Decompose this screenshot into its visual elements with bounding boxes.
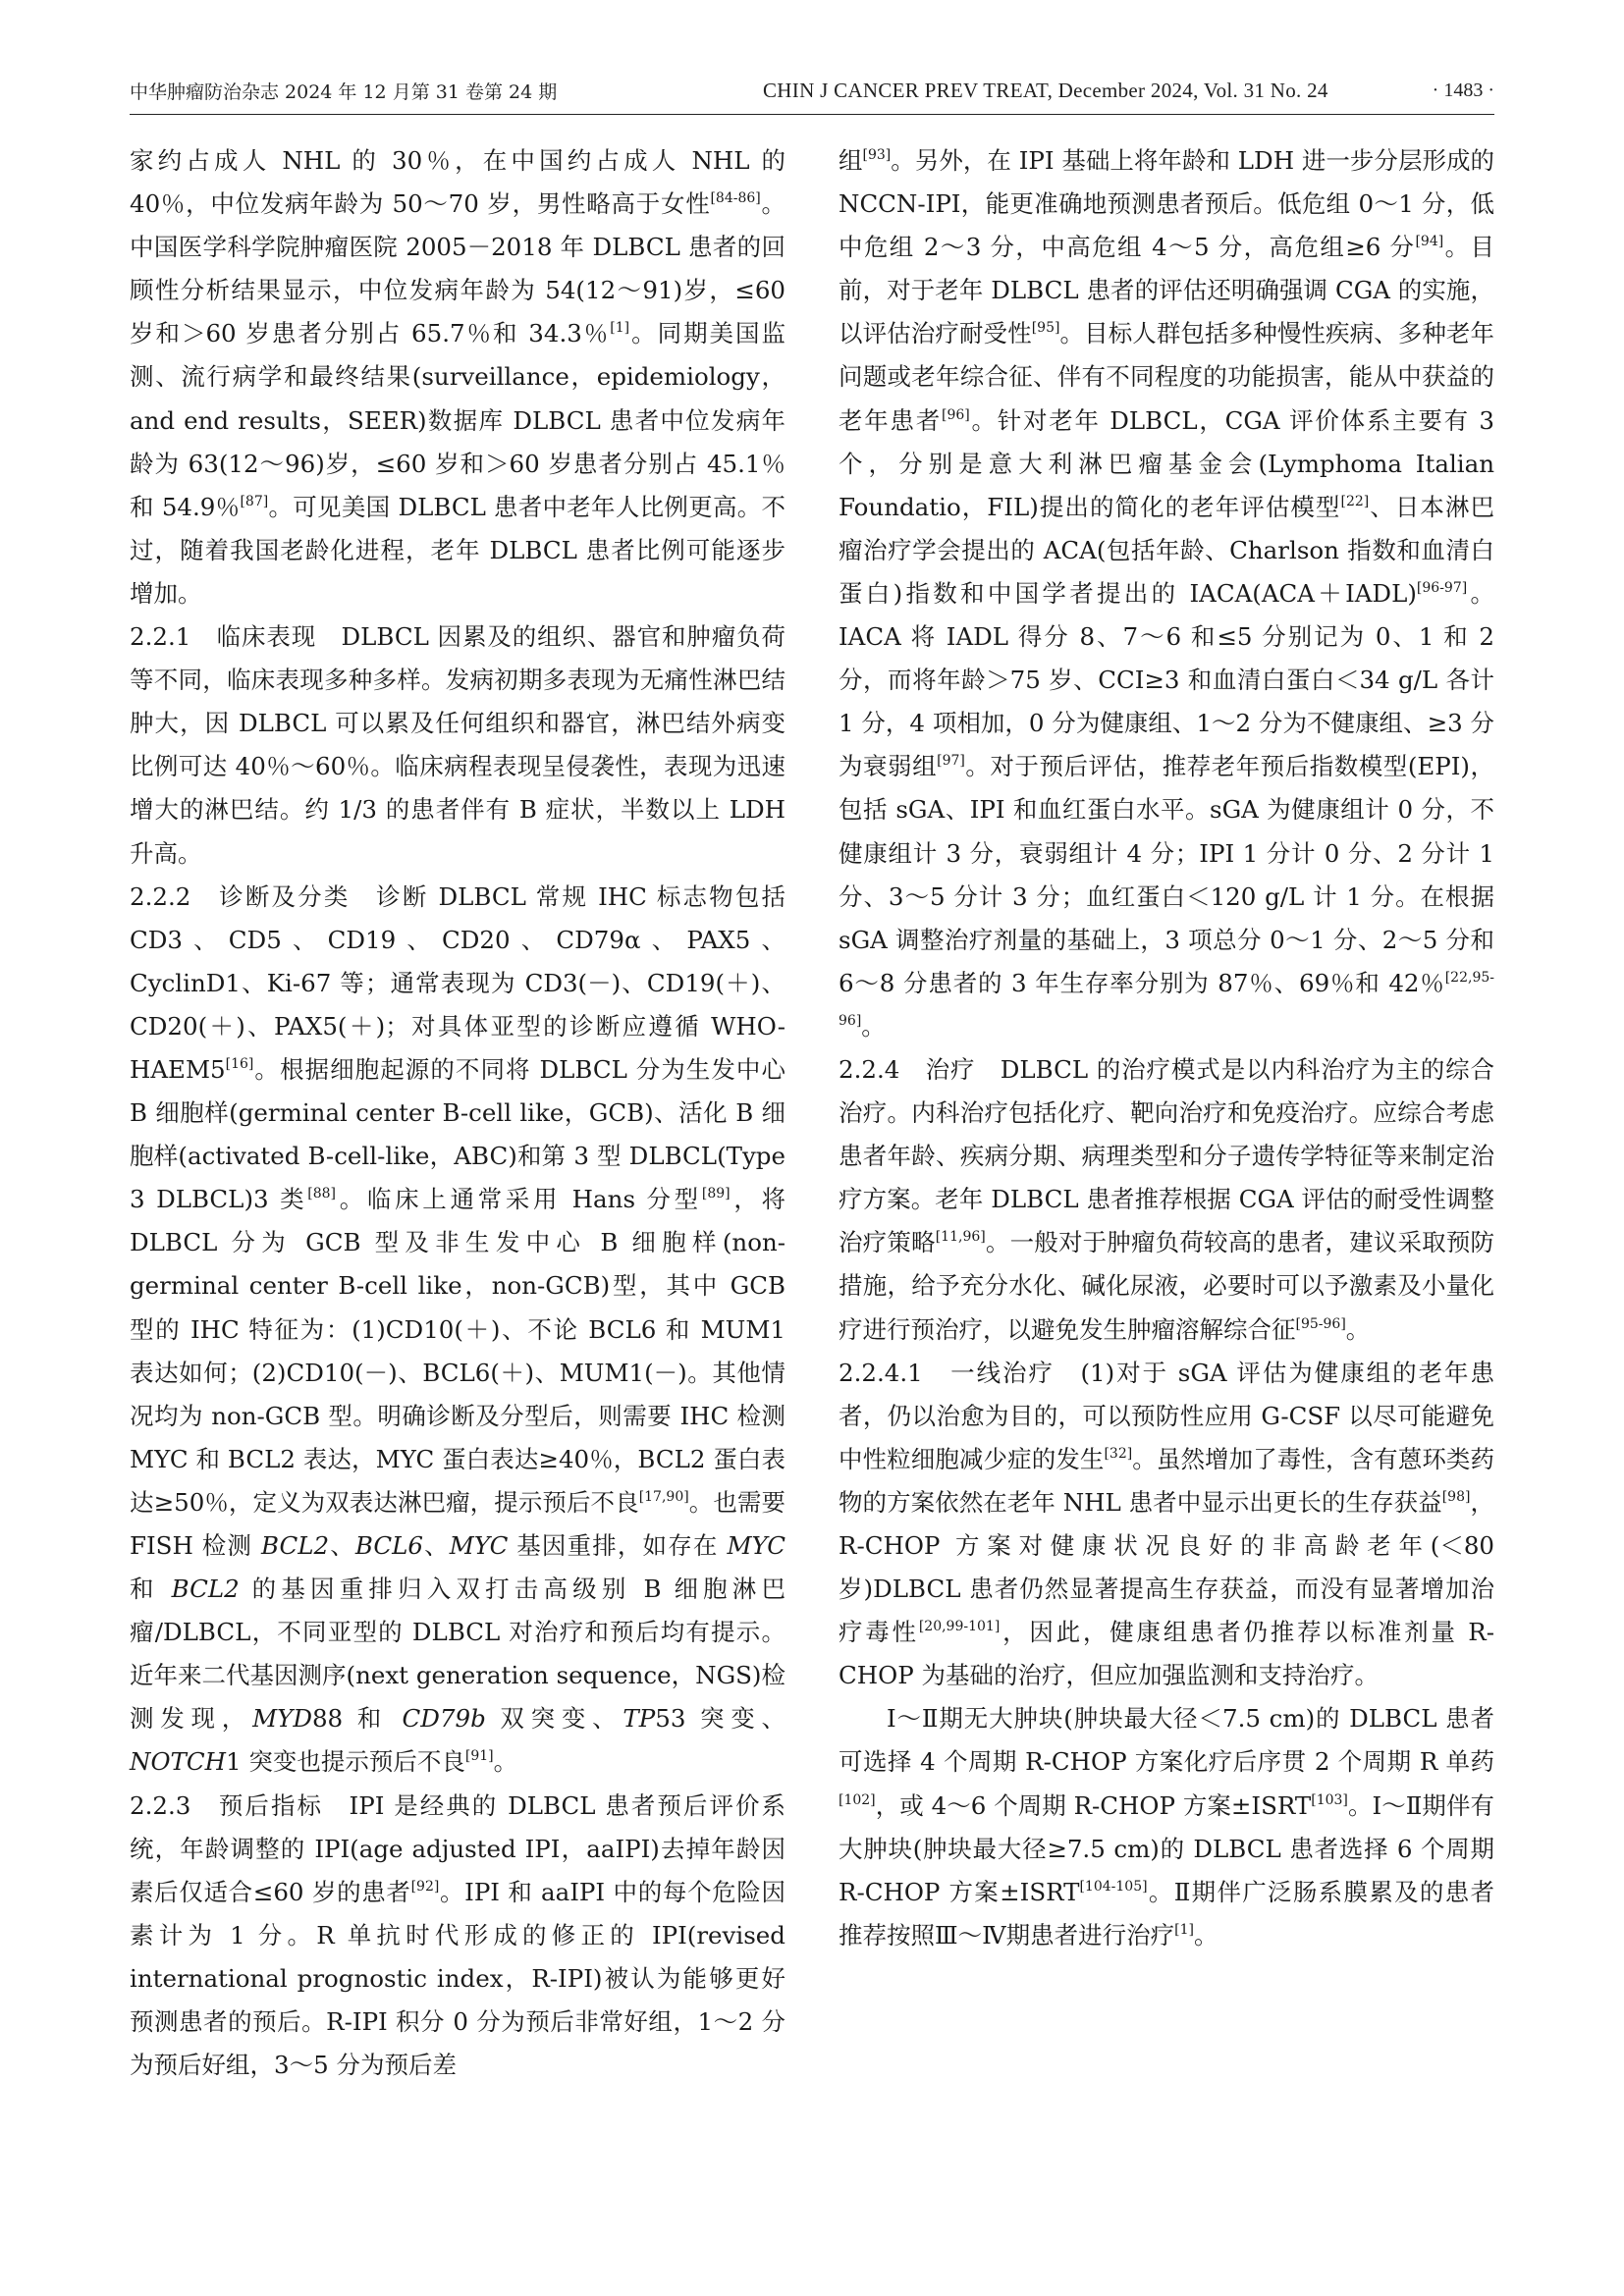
journal-title-en: CHIN J CANCER PREV TREAT, December 2024, Vol. 31 No. 24	[763, 78, 1328, 102]
paragraph-prognosis-continued: 组[93]。另外，在 IPI 基础上将年龄和 LDH 进一步分层形成的 NCCN-IPI，能更准确地预测患者预后。低危组 0～1 分，低中危组 2～3 分，中高危组 4～5 分，高危组≥6 分[94]。目前，对于老年 DLBCL 患者的评估还明确强调 CGA 的实施，以评估治疗耐受性[95]。目标人群包括多种慢性疾病、多种老年问题或老年综合征、伴有不同程度的功能损害，能从中获益的老年患者[96]。针对老年 DLBCL，CGA 评价体系主要有 3 个，分别是意大利淋巴瘤基金会(Lymphoma Italian Foundatio，FIL)提出的简化的老年评估模型[22]、日本淋巴瘤治疗学会提出的 ACA(包括年龄、Charlson 指数和血清白蛋白)指数和中国学者提出的 IACA(ACA＋IADL)[96-97]。IACA 将 IADL 得分 8、7～6 和≤5 分别记为 0、1 和 2 分，而将年龄＞75 岁、CCI≥3 和血清白蛋白＜34 g/L 各计 1 分，4 项相加，0 分为健康组、1～2 分为不健康组、≥3 分为衰弱组[97]。对于预后评估，推荐老年预后指数模型(EPI)，包括 sGA、IPI 和血红蛋白水平。sGA 为健康组计 0 分，不健康组计 3 分，衰弱组计 4 分；IPI 1 分计 0 分、2 分计 1 分、3～5 分计 3 分；血红蛋白＜120 g/L 计 1 分。在根据 sGA 调整治疗剂量的基础上，3 项总分 0～1 分、2～5 分和 6～8 分患者的 3 年生存率分别为 87％、69％和 42％[22,95-96]。	[839, 146, 1495, 1041]
section-2-2-2: 2.2.2 诊断及分类 诊断 DLBCL 常规 IHC 标志物包括 CD3、CD5、CD19、CD20、CD79α、PAX5、CyclinD1、Ki-67 等；通常表现为 CD3(－)、CD19(＋)、CD20(＋)、PAX5(＋)；对具体亚型的诊断应遵循 WHO-HAEM5[16]。根据细胞起源的不同将 DLBCL 分为生发中心 B 细胞样(germinal center B-cell like，GCB)、活化 B 细胞样(activated B-cell-like，ABC)和第 3 型 DLBCL(Type 3 DLBCL)3 类[88]。临床上通常采用 Hans 分型[89]，将 DLBCL 分为 GCB 型及非生发中心 B 细胞样(non-germinal center B-cell like，non-GCB)型，其中 GCB 型的 IHC 特征为：(1)CD10(＋)、不论 BCL6 和 MUM1 表达如何；(2)CD10(－)、BCL6(＋)、MUM1(－)。其他情况均为 non-GCB 型。明确诊断及分型后，则需要 IHC 检测 MYC 和 BCL2 表达，MYC 蛋白表达≥40％，BCL2 蛋白表达≥50％，定义为双表达淋巴瘤，提示预后不良[17,90]。也需要 FISH 检测 BCL2、BCL6、MYC 基因重排，如存在 MYC 和 BCL2 的基因重排归入双打击高级别 B 细胞淋巴瘤/DLBCL，不同亚型的 DLBCL 对治疗和预后均有提示。近年来二代基因测序(next generation sequence，NGS)检测发现，MYD88 和 CD79b 双突变、TP53 突变、NOTCH1 突变也提示预后不良[91]。	[130, 881, 786, 1777]
page-number: · 1483 ·	[1432, 79, 1494, 101]
section-2-2-3: 2.2.3 预后指标 IPI 是经典的 DLBCL 患者预后评价系统，年龄调整的 IPI(age adjusted IPI，aaIPI)去掉年龄因素后仅适合≤60 岁的患者[92]。IPI 和 aaIPI 中的每个危险因素计为 1 分。R 单抗时代形成的修正的 IPI(revised international prognostic index，R-IPI)被认为能够更好预测患者的预后。R-IPI 积分 0 分为预后非常好组，1～2 分为预后好组，3～5 分为预后差	[130, 1790, 785, 2080]
section-heading: 2.2.1 临床表现	[130, 622, 317, 652]
section-2-2-4: 2.2.4 治疗 DLBCL 的治疗模式是以内科治疗为主的综合治疗。内科治疗包括化疗、靶向治疗和免疫治疗。应综合考虑患者年龄、疾病分期、病理类型和分子遗传学特征等来制定治疗方案。老年 DLBCL 患者推荐根据 CGA 评估的耐受性调整治疗策略[11,96]。一般对于肿瘤负荷较高的患者，建议采取预防措施，给予充分水化、碱化尿液，必要时可以予激素及小量化疗进行预治疗，以避免发生肿瘤溶解综合征[95-96]。	[839, 1054, 1494, 1344]
section-heading: 2.2.3 预后指标	[130, 1790, 324, 1820]
header-rule	[130, 114, 1494, 115]
journal-title-cn: 中华肿瘤防治杂志 2024 年 12 月第 31 卷第 24 期	[130, 80, 558, 103]
section-heading: 2.2.4.1 一线治疗	[839, 1358, 1055, 1387]
left-column	[130, 139, 785, 2087]
section-2-2-4-1: 2.2.4.1 一线治疗 (1)对于 sGA 评估为健康组的老年患者，仍以治愈为目的，可以预防性应用 G-CSF 以尽可能避免中性粒细胞减少症的发生[32]。虽然增加了毒性，含有蒽环类药物的方案依然在老年 NHL 患者中显示出更长的生存获益[98]，R-CHOP 方案对健康状况良好的非高龄老年(＜80 岁)DLBCL 患者仍然显著提高生存获益，而没有显著增加治疗毒性[20,99-101]，因此，健康组患者仍推荐以标准剂量 R-CHOP 为基础的治疗，但应加强监测和支持治疗。	[839, 1358, 1495, 1690]
section-heading: 2.2.4 治疗	[839, 1054, 976, 1084]
paragraph-epidemiology: 家约占成人 NHL 的 30％，在中国约占成人 NHL 的 40％，中位发病年龄为 50～70 岁，男性略高于女性[84-86]。中国医学科学院肿瘤医院 2005－2018 年 DLBCL 患者的回顾性分析结果显示，中位发病年龄为 54(12～91)岁，≤60 岁和＞60 岁患者分别占 65.7％和 34.3％[1]。同期美国监测、流行病学和最终结果(surveillance，epidemiology，and end results，SEER)数据库 DLBCL 患者中位发病年龄为 63(12～96)岁，≤60 岁和＞60 岁患者分别占 45.1％和 54.9％[87]。可见美国 DLBCL 患者中老年人比例更高。不过，随着我国老龄化进程，老年 DLBCL 患者比例可能逐步增加。	[130, 146, 786, 608]
section-heading: 2.2.2 诊断及分类	[130, 881, 351, 911]
paragraph-stage-treatment: Ⅰ～Ⅱ期无大肿块(肿块最大径＜7.5 cm)的 DLBCL 患者可选择 4 个周期 R-CHOP 方案化疗后序贯 2 个周期 R 单药[102]，或 4～6 个周期 R-CHOP 方案±ISRT[103]。Ⅰ～Ⅱ期伴有大肿块(肿块最大径≥7.5 cm)的 DLBCL 患者选择 6 个周期 R-CHOP 方案±ISRT[104-105]。Ⅱ期伴广泛肠系膜累及的患者推荐按照Ⅲ～Ⅳ期患者进行治疗[1]。	[839, 1704, 1495, 1949]
section-2-2-1: 2.2.1 临床表现 DLBCL 因累及的组织、器官和肿瘤负荷等不同，临床表现多种多样。发病初期多表现为无痛性淋巴结肿大，因 DLBCL 可以累及任何组织和器官，淋巴结外病变比例可达 40％～60％。临床病程表现呈侵袭性，表现为迅速增大的淋巴结。约 1/3 的患者伴有 B 症状，半数以上 LDH 升高。	[130, 622, 785, 868]
running-header	[130, 71, 1494, 110]
right-column	[839, 139, 1494, 1957]
